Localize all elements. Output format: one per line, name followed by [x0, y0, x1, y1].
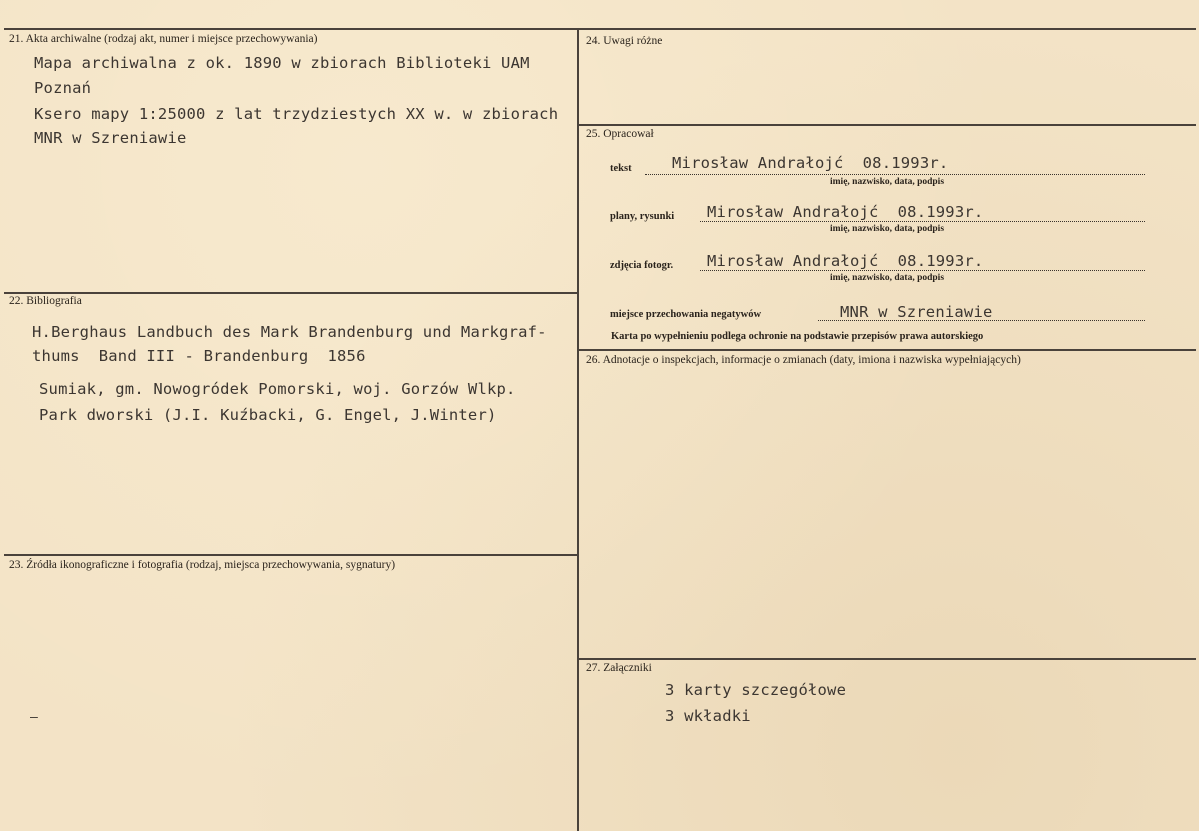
dash-mark: –: [30, 710, 39, 725]
center-divider-line: [577, 28, 579, 831]
photos-row-label: zdjęcia fotogr.: [610, 260, 674, 271]
bibliography-line-1: H.Berghaus Landbuch des Mark Brandenburg und Markgraf-: [32, 323, 547, 341]
archival-line-4: MNR w Szreniawie: [34, 129, 187, 147]
plans-row-caption: imię, nazwisko, data, podpis: [830, 224, 945, 234]
plans-row-label: plany, rysunki: [610, 211, 675, 222]
text-row-label: tekst: [610, 163, 632, 174]
section-27-label: 27. Załączniki: [586, 662, 652, 674]
divider-21-22: [4, 292, 578, 294]
plans-row-line: [700, 221, 1145, 222]
section-25-label: 25. Opracował: [586, 128, 654, 140]
section-23-label: 23. Źródła ikonograficzne i fotografia (rodzaj, miejsca przechowywania, sygnatury): [9, 559, 396, 571]
top-border-line: [4, 28, 1196, 30]
photos-row-value: Mirosław Andrałojć 08.1993r.: [707, 252, 984, 270]
bibliography-line-2: thums Band III - Brandenburg 1856: [32, 347, 366, 365]
negatives-label: miejsce przechowania negatywów: [610, 309, 762, 320]
section-26-label: 26. Adnotacje o inspekcjach, informacje o zmianach (daty, imiona i nazwiska wypełniających): [586, 354, 1021, 366]
bibliography-line-3: Sumiak, gm. Nowogródek Pomorski, woj. Gorzów Wlkp.: [39, 380, 516, 398]
archival-line-2: Poznań: [34, 79, 92, 97]
text-row-line: [645, 174, 1145, 175]
negatives-value: MNR w Szreniawie: [840, 303, 993, 321]
attachment-line-2: 3 wkładki: [665, 707, 751, 725]
divider-24-25: [578, 124, 1196, 126]
divider-25-26: [578, 349, 1196, 351]
attachment-line-1: 3 karty szczegółowe: [665, 681, 847, 699]
section-21-label: 21. Akta archiwalne (rodzaj akt, numer i miejsce przechowywania): [9, 33, 318, 45]
divider-22-23: [4, 554, 578, 556]
section-22-label: 22. Bibliografia: [9, 295, 82, 307]
archival-line-1: Mapa archiwalna z ok. 1890 w zbiorach Biblioteki UAM: [34, 54, 530, 72]
plans-row-value: Mirosław Andrałojć 08.1993r.: [707, 203, 984, 221]
section-24-label: 24. Uwagi różne: [586, 35, 663, 47]
text-row-value: Mirosław Andrałojć 08.1993r.: [672, 154, 949, 172]
text-row-caption: imię, nazwisko, data, podpis: [830, 177, 945, 187]
divider-26-27: [578, 658, 1196, 660]
photos-row-caption: imię, nazwisko, data, podpis: [830, 273, 945, 283]
copyright-note: Karta po wypełnieniu podlega ochronie na podstawie przepisów prawa autorskiego: [611, 331, 984, 342]
archival-line-3: Ksero mapy 1:25000 z lat trzydziestych XX w. w zbiorach: [34, 105, 559, 123]
photos-row-line: [700, 270, 1145, 271]
bibliography-line-4: Park dworski (J.I. Kuźbacki, G. Engel, J.Winter): [39, 406, 497, 424]
